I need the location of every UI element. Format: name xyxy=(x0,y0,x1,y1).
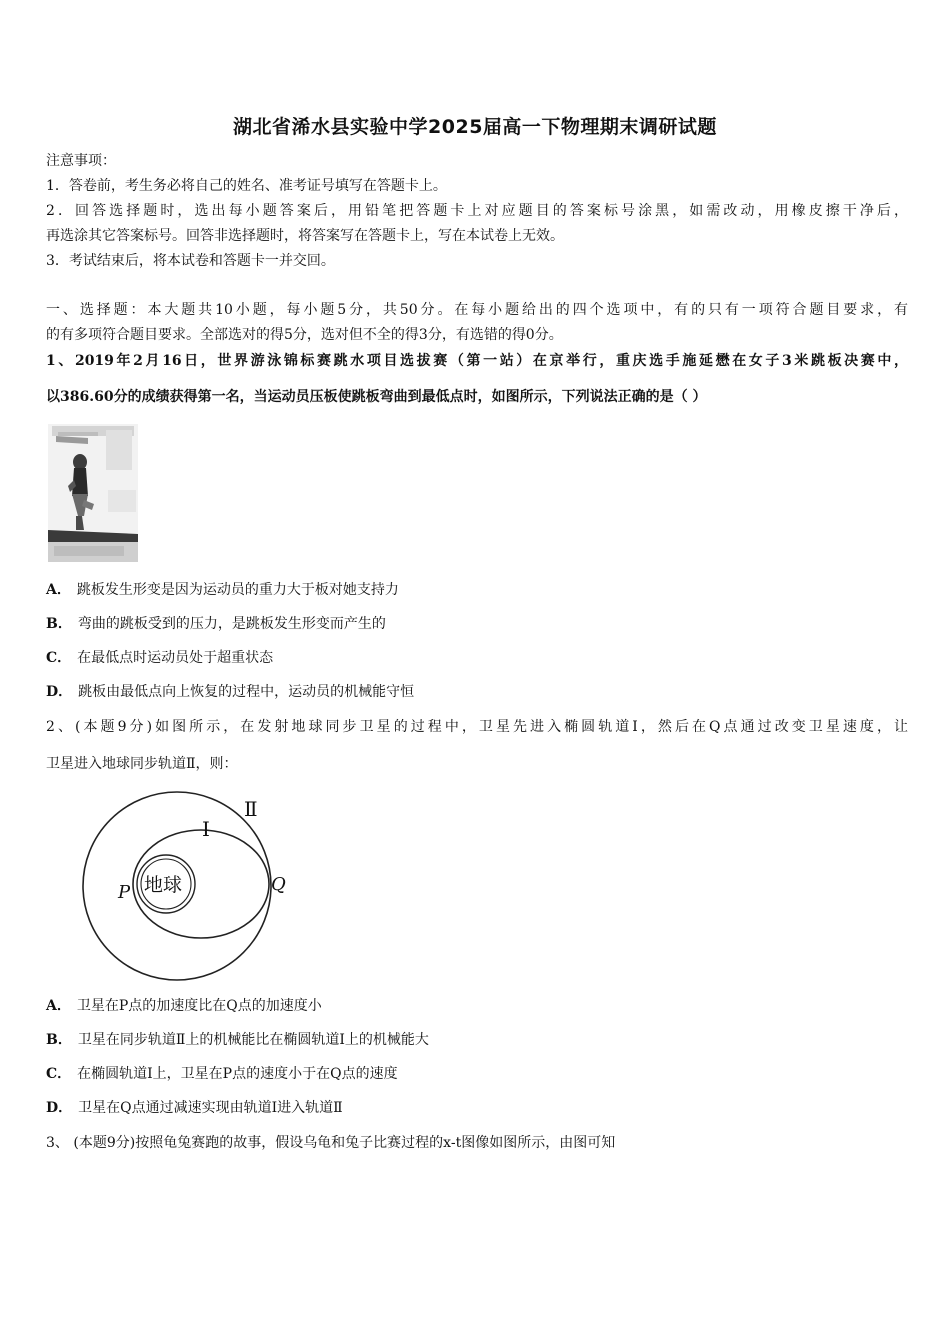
question-1-option-a[interactable] xyxy=(46,580,399,600)
question-1-option-d[interactable] xyxy=(46,682,414,702)
option-text: 卫星在P点的加速度比在Q点的加速度小 xyxy=(76,998,322,1014)
question-1-stem-line-1: 1、2019年2月16日，世界游泳锦标赛跳水项目选拔赛（第一站）在京举行，重庆选手施延懋在女子3米跳板决赛中， xyxy=(46,353,908,369)
section-instructions-line-2: 的有多项符合题目要求。全部选对的得5分，选对但不全的得3分，有选错的得0分。 xyxy=(46,327,563,343)
orbit-2-label: Ⅱ xyxy=(244,797,258,821)
option-letter: A． xyxy=(46,582,71,598)
point-p-label: P xyxy=(118,882,131,903)
option-letter: C． xyxy=(46,650,72,666)
option-text: 跳板由最低点向上恢复的过程中，运动员的机械能守恒 xyxy=(78,684,415,700)
option-text: 卫星在Q点通过减速实现由轨道Ⅰ进入轨道Ⅱ xyxy=(78,1100,343,1116)
notice-item-3: 3．考试结束后，将本试卷和答题卡一并交回。 xyxy=(46,253,335,269)
option-text: 跳板发生形变是因为运动员的重力大于板对她支持力 xyxy=(76,582,399,598)
option-letter: B． xyxy=(46,616,72,632)
orbit-diagram xyxy=(76,790,302,986)
question-2-option-a[interactable] xyxy=(46,996,322,1016)
option-text: 在最低点时运动员处于超重状态 xyxy=(77,650,274,666)
notice-item-1: 1．答卷前，考生务必将自己的姓名、准考证号填写在答题卡上。 xyxy=(46,178,447,194)
question-2-stem-line-2: 卫星进入地球同步轨道Ⅱ，则： xyxy=(46,756,238,772)
question-2-option-c[interactable] xyxy=(46,1064,398,1084)
point-q-label: Q xyxy=(271,874,286,895)
option-letter: A． xyxy=(46,998,71,1014)
earth-label: 地球 xyxy=(144,874,183,896)
question-2-option-b[interactable] xyxy=(46,1030,429,1050)
page-title: 湖北省浠水县实验中学2025届高一下物理期末调研试题 xyxy=(233,116,717,138)
option-text: 弯曲的跳板受到的压力，是跳板发生形变而产生的 xyxy=(77,616,386,632)
question-1-stem-line-2: 以386.60分的成绩获得第一名，当运动员压板使跳板弯曲到最低点时，如图所示，下列说法正确的是（ ） xyxy=(46,389,707,405)
question-2-stem-line-1: 2、(本题9分)如图所示，在发射地球同步卫星的过程中，卫星先进入椭圆轨道Ⅰ，然后在Q点通过改变卫星速度，让 xyxy=(46,719,908,735)
option-letter: D． xyxy=(46,1100,73,1116)
notice-heading: 注意事项： xyxy=(46,153,116,169)
question-1-option-c[interactable] xyxy=(46,648,273,668)
question-1-option-b[interactable] xyxy=(46,614,386,634)
orbit-1-label: Ⅰ xyxy=(202,817,210,841)
option-letter: C． xyxy=(46,1066,72,1082)
diver-on-springboard-photo xyxy=(48,424,138,562)
option-text: 在椭圆轨道Ⅰ上，卫星在P点的速度小于在Q点的速度 xyxy=(77,1066,398,1082)
option-text: 卫星在同步轨道Ⅱ上的机械能比在椭圆轨道Ⅰ上的机械能大 xyxy=(77,1032,429,1048)
question-3-stem-line-1: 3、 (本题9分)按照龟兔赛跑的故事，假设乌龟和兔子比赛过程的x-t图像如图所示，由图可知 xyxy=(46,1135,616,1151)
question-2-option-d[interactable] xyxy=(46,1098,343,1118)
notice-item-2-continued: 再选涂其它答案标号。回答非选择题时，将答案写在答题卡上，写在本试卷上无效。 xyxy=(46,228,564,244)
notice-item-2: 2．回答选择题时，选出每小题答案后，用铅笔把答题卡上对应题目的答案标号涂黑，如需改动，用橡皮擦干净后， xyxy=(46,203,908,219)
option-letter: B． xyxy=(46,1032,72,1048)
section-instructions-line-1: 一、选择题：本大题共10小题，每小题5分，共50分。在每小题给出的四个选项中，有的只有一项符合题目要求，有 xyxy=(46,302,908,318)
option-letter: D． xyxy=(46,684,73,700)
